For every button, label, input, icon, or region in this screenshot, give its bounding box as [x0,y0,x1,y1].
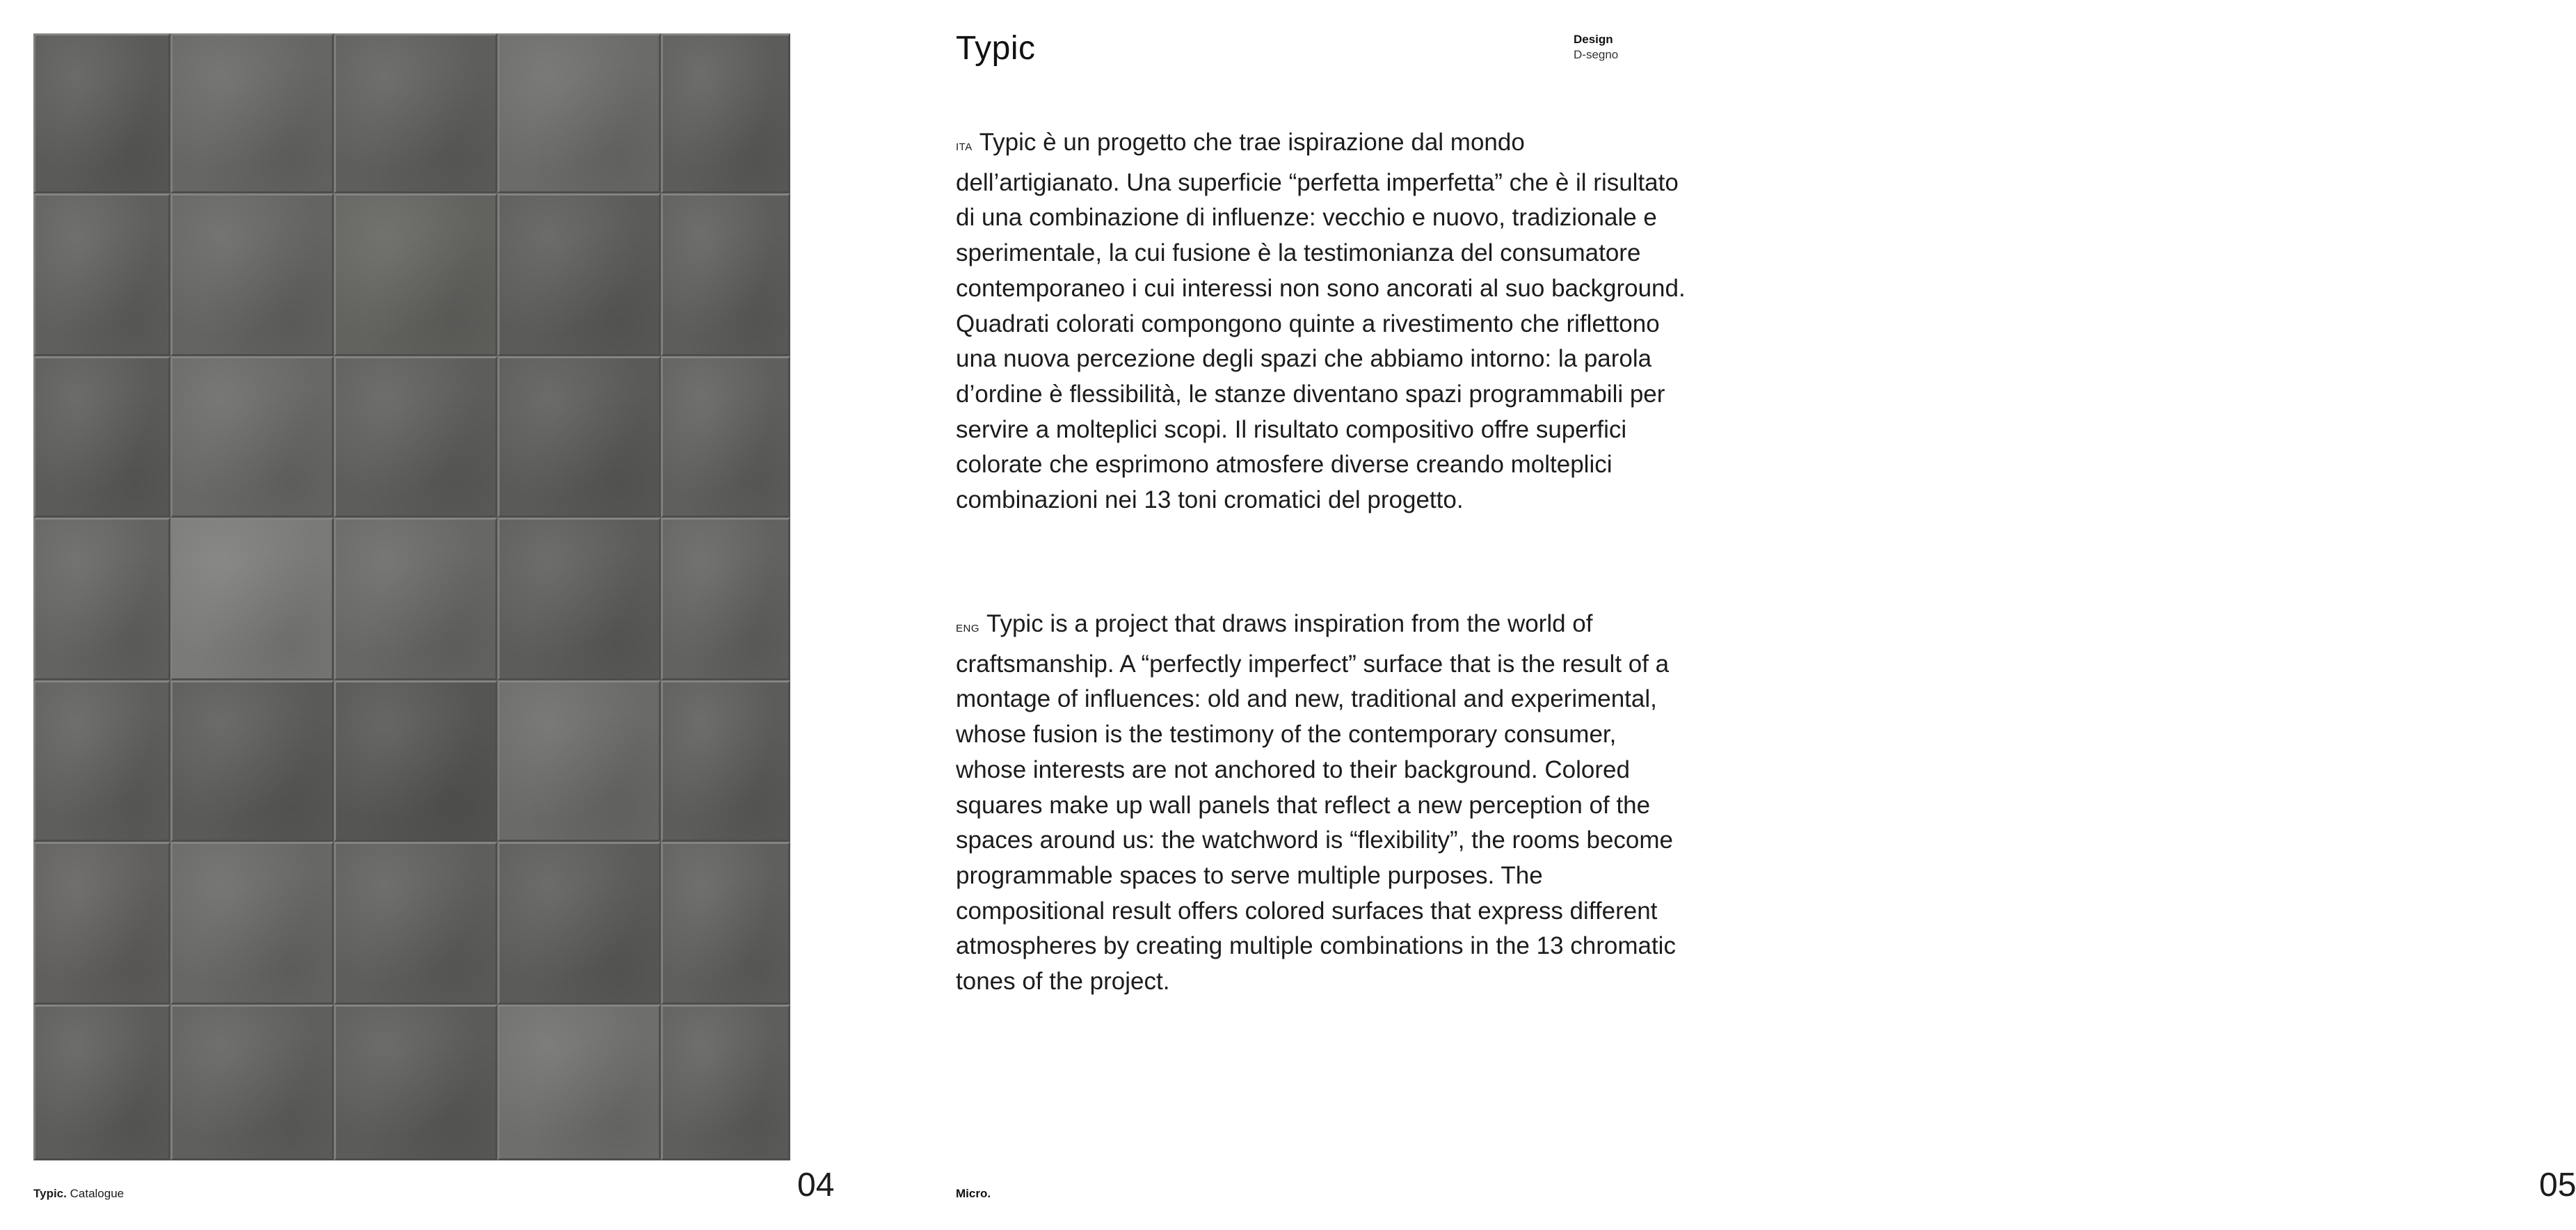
tile [170,33,334,193]
page-number-left: 04 [797,1167,835,1204]
tile [33,356,170,518]
tile [334,33,497,193]
tile [661,193,790,356]
tile [170,356,334,518]
tile [33,680,170,842]
italian-paragraph [956,125,1693,518]
tile [334,1005,497,1160]
tile [661,842,790,1005]
tile [334,193,497,356]
tile [497,1005,661,1160]
tile [170,1005,334,1160]
english-paragraph [956,607,1693,1000]
tile [497,33,661,193]
right-page [870,0,2576,1230]
design-credit-value: D-segno [1574,48,1619,61]
tile [497,193,661,356]
page-title: Typic [956,30,1036,67]
english-text: Typic is a project that draws inspiration from the world of craftsmanship. A “perfectly imperfect” surface that is the result of a montage of influences: old and new, traditional and experimental, whose fusion is the testimony of the contemporary consumer, whose interests are not anchored to their background. Colored squares make up wall panels that reflect a new perception of the spaces around us: the watchword is “flexibility”, the rooms become programmable spaces to serve multiple purposes. The compositional result offers colored surfaces that express different atmospheres by creating multiple combinations in the 13 chromatic tones of the project. [956,610,1676,996]
page-number-right: 05 [2539,1167,2576,1204]
tile [334,842,497,1005]
tile [497,518,661,680]
tile [661,33,790,193]
tile [170,518,334,680]
tile [33,193,170,356]
tile [170,842,334,1005]
tile-photo [33,33,790,1160]
tile [334,356,497,518]
catalogue-caption-label: Catalogue [70,1187,125,1200]
tile [170,193,334,356]
tile [661,518,790,680]
tile [33,1005,170,1160]
tile [497,680,661,842]
catalogue-caption-brand: Typic. [33,1187,67,1200]
tile [33,518,170,680]
tile [334,518,497,680]
tile [170,680,334,842]
tile [33,33,170,193]
tile [497,356,661,518]
tile [497,842,661,1005]
catalogue-caption [33,1187,124,1201]
left-page [0,0,870,1230]
italian-text: Typic è un progetto che trae ispirazione dal mondo dell’artigianato. Una superficie “perfetta imperfetta” che è il risultato di una combinazione di influenze: vecchio e nuovo, tradizionale e sperimentale, la cui fusione è la testimonianza del consumatore contemporaneo i cui interessi non sono ancorati al suo background. Quadrati colorati compongono quinte a rivestimento che riflettono una nuova percezione degli spazi che abbiamo intorno: la parola d’ordine è flessibilità, le stanze diventano spazi programmabili per servire a molteplici scopi. Il risultato compositivo offre superfici colorate che esprimono atmosfere diverse creando molteplici combinazioni nei 13 toni cromatici del progetto. [956,129,1686,514]
lang-tag-ita: ITA [956,141,973,153]
design-credit [1574,32,1618,63]
tile [33,842,170,1005]
tile [661,356,790,518]
series-caption: Micro. [956,1187,991,1200]
tile [661,680,790,842]
tile [661,1005,790,1160]
lang-tag-eng: ENG [956,623,980,634]
tile [334,680,497,842]
design-credit-label: Design [1574,33,1613,46]
